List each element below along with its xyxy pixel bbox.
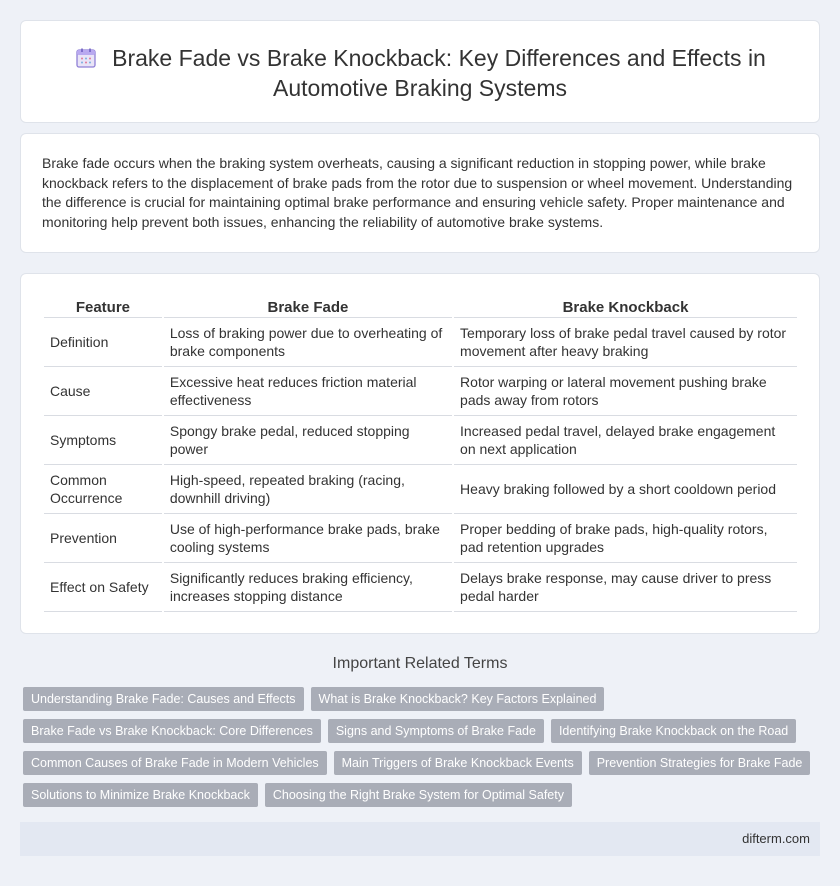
feature-cell: Prevention: [44, 514, 162, 563]
comparison-table: [42, 296, 799, 612]
table-row: [44, 367, 797, 416]
calendar-icon: [74, 46, 98, 70]
brake-knockback-cell: Temporary loss of brake pedal travel caused by rotor movement after heavy braking: [454, 318, 797, 367]
tag-row: [23, 687, 803, 719]
brake-knockback-cell: Heavy braking followed by a short cooldown period: [454, 465, 797, 514]
brake-fade-cell: Loss of braking power due to overheating of brake components: [164, 318, 452, 367]
related-term-link[interactable]: Understanding Brake Fade: Causes and Effects: [23, 687, 304, 711]
feature-cell: Definition: [44, 318, 162, 367]
comparison-card: [20, 273, 820, 634]
header-brake-fade: Brake Fade: [164, 296, 452, 318]
feature-cell: Common Occurrence: [44, 465, 162, 514]
brake-knockback-cell: Delays brake response, may cause driver to press pedal harder: [454, 563, 797, 612]
brake-fade-cell: Excessive heat reduces friction material effectiveness: [164, 367, 452, 416]
title-card: [20, 20, 820, 123]
tag-row: [23, 751, 803, 783]
table-header-row: [44, 296, 797, 318]
brake-knockback-cell: Rotor warping or lateral movement pushing brake pads away from rotors: [454, 367, 797, 416]
table-row: [44, 465, 797, 514]
feature-cell: Symptoms: [44, 416, 162, 465]
related-term-link[interactable]: What is Brake Knockback? Key Factors Explained: [311, 687, 605, 711]
related-term-link[interactable]: Solutions to Minimize Brake Knockback: [23, 783, 258, 807]
footer-site-link[interactable]: difterm.com: [742, 831, 810, 846]
related-term-link[interactable]: Identifying Brake Knockback on the Road: [551, 719, 796, 743]
tag-row: [23, 719, 803, 751]
brake-knockback-cell: Proper bedding of brake pads, high-quality rotors, pad retention upgrades: [454, 514, 797, 563]
header-feature: Feature: [44, 296, 162, 318]
page-title-text: Brake Fade vs Brake Knockback: Key Differences and Effects in Automotive Braking Systems: [112, 45, 766, 101]
header-brake-knockback: Brake Knockback: [454, 296, 797, 318]
brake-fade-cell: Spongy brake pedal, reduced stopping power: [164, 416, 452, 465]
page-title: [61, 43, 779, 103]
footer: [20, 822, 820, 856]
tag-row: [23, 783, 803, 815]
brake-fade-cell: Significantly reduces braking efficiency, increases stopping distance: [164, 563, 452, 612]
related-term-link[interactable]: Prevention Strategies for Brake Fade: [589, 751, 811, 775]
related-term-link[interactable]: Main Triggers of Brake Knockback Events: [334, 751, 582, 775]
feature-cell: Cause: [44, 367, 162, 416]
related-term-link[interactable]: Common Causes of Brake Fade in Modern Vehicles: [23, 751, 327, 775]
table-row: [44, 416, 797, 465]
table-row: [44, 514, 797, 563]
related-terms-list: [23, 687, 803, 815]
related-term-link[interactable]: Signs and Symptoms of Brake Fade: [328, 719, 544, 743]
intro-paragraph: Brake fade occurs when the braking system overheats, causing a significant reduction in stopping power, while brake knockback refers to the displacement of brake pads from the rotor due to suspension or wheel movement. Understanding the difference is crucial for maintaining optimal brake performance and ensuring vehicle safety. Proper maintenance and monitoring help prevent both issues, enhancing the reliability of automotive brake systems.: [42, 155, 793, 230]
feature-cell: Effect on Safety: [44, 563, 162, 612]
table-row: [44, 318, 797, 367]
table-row: [44, 563, 797, 612]
brake-fade-cell: High-speed, repeated braking (racing, downhill driving): [164, 465, 452, 514]
related-terms-title: Important Related Terms: [332, 655, 508, 672]
brake-knockback-cell: Increased pedal travel, delayed brake engagement on next application: [454, 416, 797, 465]
related-term-link[interactable]: Choosing the Right Brake System for Optimal Safety: [265, 783, 572, 807]
related-term-link[interactable]: Brake Fade vs Brake Knockback: Core Differences: [23, 719, 321, 743]
brake-fade-cell: Use of high-performance brake pads, brake cooling systems: [164, 514, 452, 563]
intro-card: [20, 133, 820, 253]
